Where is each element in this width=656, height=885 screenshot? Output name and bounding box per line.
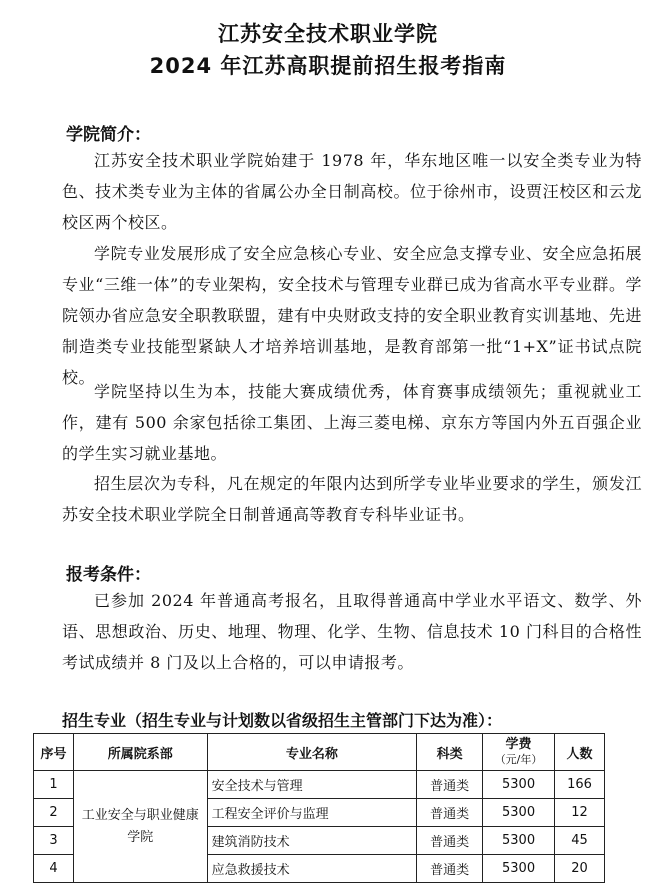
row-count: 20 — [555, 855, 605, 883]
table-header-row — [34, 734, 605, 771]
majors-table — [33, 733, 605, 883]
table-title: 招生专业（招生专业与计划数以省级招生主管部门下达为准）： — [62, 711, 503, 730]
intro-paragraph-3: 学院坚持以生为本，技能大赛成绩优秀，体育赛事成绩领先；重视就业工作，建有 500 余家包括徐工集团、上海三菱电梯、京东方等国内外五百强企业的学生实习就业基地。 — [62, 382, 642, 463]
row-major: 建筑消防技术 — [207, 827, 417, 855]
row-dept: 工业安全与职业健康学院 — [73, 771, 207, 883]
row-fee: 5300 — [483, 771, 555, 799]
header-no: 序号 — [34, 734, 74, 771]
header-major: 专业名称 — [207, 734, 417, 771]
row-no: 4 — [34, 855, 74, 883]
row-major: 安全技术与管理 — [207, 771, 417, 799]
row-count: 45 — [555, 827, 605, 855]
page-title: 江苏安全技术职业学院 — [218, 22, 438, 46]
header-category: 科类 — [417, 734, 483, 771]
intro-paragraph-1: 江苏安全技术职业学院始建于 1978 年，华东地区唯一以安全类专业为特色、技术类专业为主体的省属公办全日制高校。位于徐州市，设贾汪校区和云龙校区两个校区。 — [62, 151, 642, 232]
header-count: 人数 — [555, 734, 605, 771]
row-fee: 5300 — [483, 855, 555, 883]
row-category: 普通类 — [417, 855, 483, 883]
header-fee-label: 学费 — [505, 737, 532, 752]
header-fee — [483, 734, 555, 771]
intro-paragraph-4: 招生层次为专科，凡在规定的年限内达到所学专业毕业要求的学生，颁发江苏安全技术职业学院全日制普通高等教育专科毕业证书。 — [62, 474, 642, 524]
conditions-heading: 报考条件： — [66, 565, 151, 585]
row-no: 1 — [34, 771, 74, 799]
row-major: 工程安全评价与监理 — [207, 799, 417, 827]
row-no: 2 — [34, 799, 74, 827]
intro-paragraph-2: 学院专业发展形成了安全应急核心专业、安全应急支撑专业、安全应急拓展专业“三维一体”的专业架构，安全技术与管理专业群已成为省高水平专业群。学院领办省应急安全职教联盟，建有中央财政支持的安全职业教育实训基地、先进制造类专业技能型紧缺人才培养培训基地，是教育部第一批“1+X”证书试点院校。 — [62, 244, 642, 387]
row-category: 普通类 — [417, 827, 483, 855]
row-count: 166 — [555, 771, 605, 799]
row-category: 普通类 — [417, 771, 483, 799]
row-major: 应急救援技术 — [207, 855, 417, 883]
header-dept: 所属院系部 — [73, 734, 207, 771]
header-fee-unit: （元/年） — [494, 753, 543, 766]
page-subtitle: 2024 年江苏高职提前招生报考指南 — [149, 54, 507, 78]
row-fee: 5300 — [483, 827, 555, 855]
intro-heading: 学院简介： — [66, 125, 151, 145]
row-count: 12 — [555, 799, 605, 827]
row-no: 3 — [34, 827, 74, 855]
row-category: 普通类 — [417, 799, 483, 827]
conditions-paragraph: 已参加 2024 年普通高考报名，且取得普通高中学业水平语文、数学、外语、思想政治、历史、地理、物理、化学、生物、信息技术 10 门科目的合格性考试成绩并 8 门及以上合格的，可以申请报考。 — [62, 591, 642, 672]
table-row — [34, 771, 605, 799]
row-fee: 5300 — [483, 799, 555, 827]
